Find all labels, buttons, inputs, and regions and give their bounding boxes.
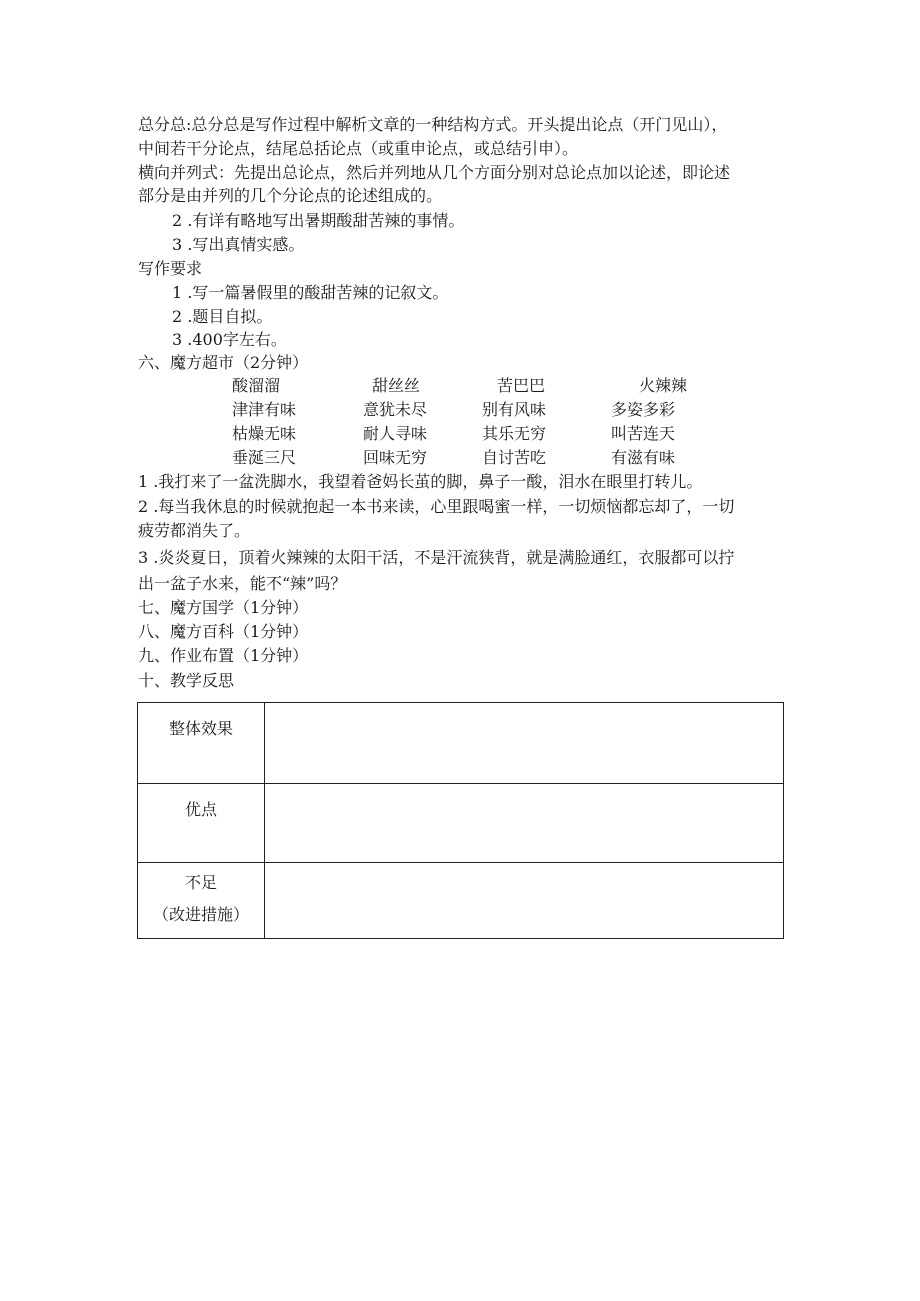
requirements-heading: 写作要求	[138, 259, 203, 278]
table-row	[138, 703, 784, 784]
word-cell: 垂涎三尺	[232, 448, 297, 467]
example-sentence-cont: 疲劳都消失了。	[138, 521, 251, 540]
word-cell: 枯燥无味	[232, 424, 297, 443]
requirement-item: 3 .400字左右。	[172, 330, 287, 349]
example-sentence: 3 .炎炎夏日，顶着火辣辣的太阳干活，不是汗流狭背，就是满脸通红，衣服都可以拧	[138, 548, 735, 567]
reflection-value-cell[interactable]	[265, 863, 784, 939]
word-cell: 自讨苦吃	[482, 448, 547, 467]
word-cell: 其乐无穷	[482, 424, 547, 443]
word-cell: 津津有味	[232, 400, 297, 419]
reflection-label: 优点	[184, 800, 217, 819]
reflection-label-cell	[138, 784, 265, 863]
section-heading: 八、魔方百科（1分钟）	[138, 622, 309, 641]
word-cell: 甜丝丝	[372, 376, 421, 395]
section-heading: 七、魔方国学（1分钟）	[138, 598, 309, 617]
structure-hengxiang: 横向并列式：先提出总论点，然后并列地从几个方面分别对总论点加以论述，即论述	[138, 163, 731, 182]
example-sentence-cont: 出一盆子水来，能不“辣”吗？	[138, 574, 347, 593]
requirement-item: 2 .题目自拟。	[172, 307, 273, 326]
word-cell: 别有风味	[482, 400, 547, 419]
reflection-value-cell[interactable]	[265, 703, 784, 784]
section-heading: 九、作业布置（1分钟）	[138, 646, 309, 665]
word-cell: 酸溜溜	[232, 376, 281, 395]
reflection-label: 不足	[184, 873, 217, 892]
word-cell: 叫苦连天	[611, 424, 676, 443]
word-cell: 多姿多彩	[611, 400, 676, 419]
word-cell: 耐人寻味	[363, 424, 428, 443]
requirement-item: 1 .写一篇暑假里的酸甜苦辣的记叙文。	[172, 283, 449, 302]
table-row	[138, 863, 784, 939]
structure-zongfenzong-cont: 中间若干分论点，结尾总括论点（或重申论点，或总结引申）。	[138, 139, 579, 158]
reflection-sublabel: （改进措施）	[152, 905, 249, 924]
reflection-value-cell[interactable]	[265, 784, 784, 863]
word-cell: 回味无穷	[363, 448, 428, 467]
table-row	[138, 784, 784, 863]
reflection-table	[137, 702, 784, 939]
section-heading: 十、教学反思	[138, 671, 235, 690]
reflection-label-cell	[138, 863, 265, 939]
structure-point-3: 3 .写出真情实感。	[172, 235, 305, 254]
reflection-label-cell	[138, 703, 265, 784]
word-cell: 意犹未尽	[363, 400, 428, 419]
word-cell: 有滋有味	[611, 448, 676, 467]
word-cell: 苦巴巴	[497, 376, 546, 395]
word-cell: 火辣辣	[639, 376, 688, 395]
structure-zongfenzong: 总分总:总分总是写作过程中解析文章的一种结构方式。开头提出论点（开门见山），	[138, 115, 728, 134]
example-sentence: 1 .我打来了一盆洗脚水，我望着爸妈长茧的脚，鼻子一酸，泪水在眼里打转儿。	[138, 472, 703, 491]
structure-hengxiang-cont: 部分是由并列的几个分论点的论述组成的。	[138, 186, 443, 205]
supermarket-heading: 六、魔方超市（2分钟）	[138, 353, 309, 372]
structure-point-2: 2 .有详有略地写出暑期酸甜苦辣的事情。	[172, 211, 465, 230]
reflection-label: 整体效果	[168, 719, 233, 738]
example-sentence: 2 .每当我休息的时候就抱起一本书来读，心里跟喝蜜一样，一切烦恼都忘却了，一切	[138, 497, 735, 516]
